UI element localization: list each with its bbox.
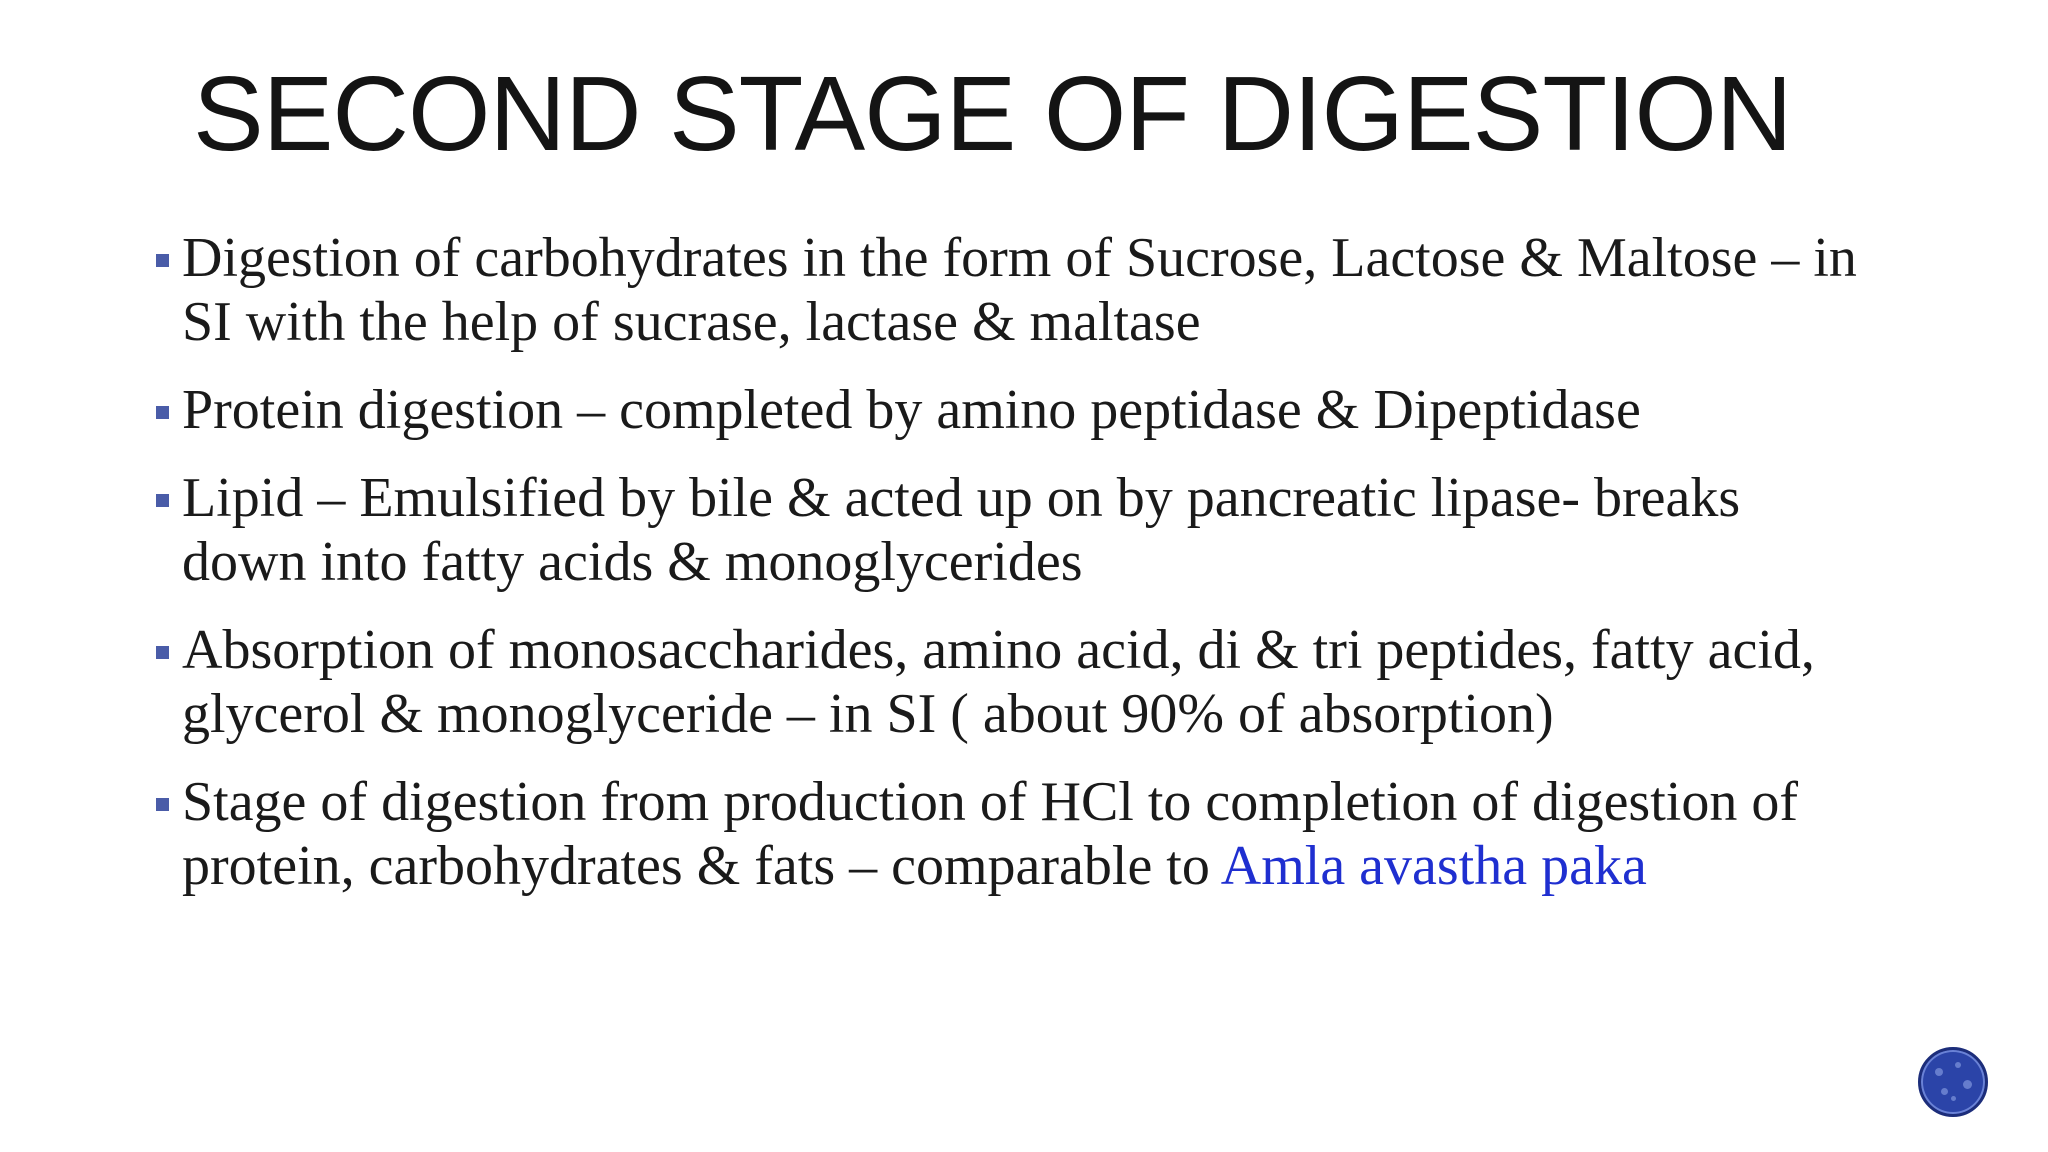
bullet-item-stage	[152, 770, 1872, 898]
bullet-text: Protein digestion – completed by amino peptidase & Dipeptidase	[182, 379, 1641, 441]
bullet-square-icon	[156, 646, 169, 659]
highlight-term: Amla avastha paka	[1220, 835, 1647, 897]
bullet-text: Digestion of carbohydrates in the form of Sucrose, Lactose & Maltose – in SI with the help of sucrase, lactase & maltase	[182, 227, 1857, 353]
circle-button-icon[interactable]	[1918, 1047, 1988, 1117]
bullet-text: Lipid – Emulsified by bile & acted up on by pancreatic lipase- breaks down into fatty acids & monoglycerides	[182, 467, 1741, 593]
bullet-square-icon	[156, 798, 169, 811]
bullet-square-icon	[156, 406, 169, 419]
bullet-item-protein	[152, 378, 1872, 442]
bullet-item-absorption	[152, 618, 1872, 746]
slide-title: SECOND STAGE OF DIGESTION	[193, 55, 1792, 173]
bullet-text: Absorption of monosaccharides, amino acid, di & tri peptides, fatty acid, glycerol & monoglyceride – in SI ( about 90% of absorption)	[182, 619, 1815, 745]
bullet-text: Stage of digestion from production of HCl to completion of digestion of protein, carbohydrates & fats – comparable to	[182, 771, 1798, 897]
bullet-list	[152, 226, 1872, 922]
bullet-square-icon	[156, 494, 169, 507]
bullet-item-carbohydrates	[152, 226, 1872, 354]
bullet-square-icon	[156, 254, 169, 267]
bullet-item-lipid	[152, 466, 1872, 594]
